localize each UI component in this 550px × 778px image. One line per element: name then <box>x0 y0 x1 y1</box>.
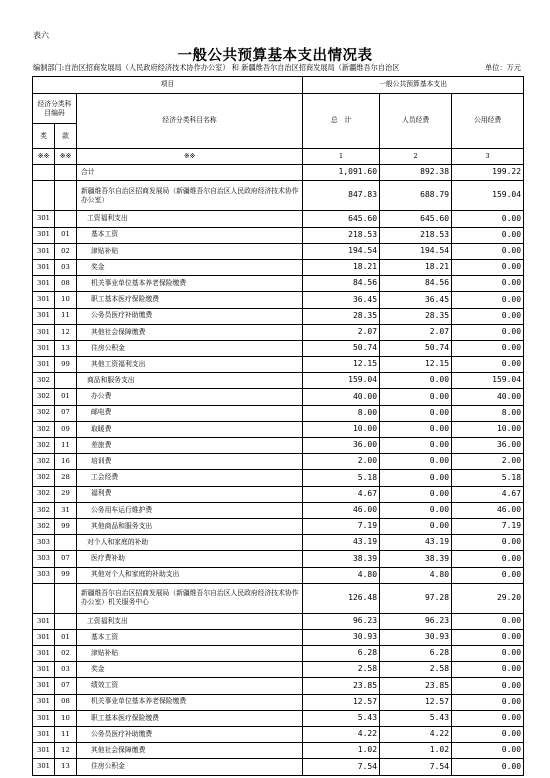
cell-item-name: 工资福利支出 <box>77 613 303 629</box>
cell-personnel: 38.39 <box>380 551 452 567</box>
cell-total: 4.22 <box>303 727 380 743</box>
cell-public: 0.00 <box>452 535 524 551</box>
cell-public: 0.00 <box>452 243 524 259</box>
table-row <box>33 743 524 759</box>
cell-total: 2.00 <box>303 454 380 470</box>
table-row <box>33 535 524 551</box>
cell-kuan: 11 <box>55 727 77 743</box>
cell-total: 126.48 <box>303 583 380 613</box>
cell-kuan: 01 <box>55 227 77 243</box>
table-row <box>33 211 524 227</box>
cell-public: 5.18 <box>452 470 524 486</box>
cell-personnel: 28.35 <box>380 308 452 324</box>
cell-lei: 301 <box>33 727 55 743</box>
cell-item-name: 商品和服务支出 <box>77 373 303 389</box>
cell-public: 0.00 <box>452 759 524 775</box>
cell-item-name: 住房公积金 <box>77 759 303 775</box>
cell-item-name: 新疆维吾尔自治区招商发展局（新疆维吾尔自治区人民政府经济技术协作办公室） <box>77 181 303 211</box>
cell-lei: 301 <box>33 276 55 292</box>
table-row <box>33 518 524 534</box>
cell-lei: 302 <box>33 389 55 405</box>
cell-item-name: 办公费 <box>77 389 303 405</box>
cell-total: 6.28 <box>303 646 380 662</box>
cell-personnel: 96.23 <box>380 613 452 629</box>
cell-personnel: 2.58 <box>380 662 452 678</box>
cell-public: 0.00 <box>452 357 524 373</box>
cell-item-name: 基本工资 <box>77 227 303 243</box>
cell-lei: 301 <box>33 759 55 775</box>
cell-lei: 301 <box>33 710 55 726</box>
cell-lei: 302 <box>33 486 55 502</box>
cell-kuan <box>55 211 77 227</box>
cell-total: 12.57 <box>303 694 380 710</box>
cell-kuan: 99 <box>55 518 77 534</box>
table-row <box>33 727 524 743</box>
budget-table <box>32 76 524 776</box>
cell-total: 43.19 <box>303 535 380 551</box>
compiling-unit-label: 编制部门: <box>33 63 65 72</box>
cell-public: 29.20 <box>452 583 524 613</box>
cell-personnel: 23.85 <box>380 678 452 694</box>
cell-public: 46.00 <box>452 502 524 518</box>
cell-personnel: 0.00 <box>380 470 452 486</box>
cell-lei: 301 <box>33 662 55 678</box>
cell-public: 0.00 <box>452 678 524 694</box>
cell-total: 23.85 <box>303 678 380 694</box>
cell-public: 0.00 <box>452 308 524 324</box>
table-row <box>33 292 524 308</box>
cell-lei: 302 <box>33 518 55 534</box>
cell-kuan: 28 <box>55 470 77 486</box>
cell-public: 8.00 <box>452 405 524 421</box>
cell-lei: 301 <box>33 259 55 275</box>
cell-public: 0.00 <box>452 292 524 308</box>
cell-lei: 301 <box>33 227 55 243</box>
cell-item-name: 其他工资福利支出 <box>77 357 303 373</box>
cell-public: 0.00 <box>452 646 524 662</box>
cell-total: 84.56 <box>303 276 380 292</box>
cell-kuan: 29 <box>55 486 77 502</box>
cell-personnel: 1.02 <box>380 743 452 759</box>
cell-total: 1,091.60 <box>303 165 380 181</box>
cell-lei: 303 <box>33 535 55 551</box>
cell-public: 0.00 <box>452 694 524 710</box>
cell-personnel: 4.22 <box>380 727 452 743</box>
cell-personnel: 43.19 <box>380 535 452 551</box>
cell-total: 5.43 <box>303 710 380 726</box>
cell-public: 0.00 <box>452 276 524 292</box>
header-kuan: 款 <box>62 131 69 140</box>
cell-kuan: 03 <box>55 662 77 678</box>
cell-lei: 301 <box>33 629 55 645</box>
table-row <box>33 357 524 373</box>
cell-kuan: 03 <box>55 259 77 275</box>
header-econ-name: 经济分类科目名称 <box>77 94 303 149</box>
table-row <box>33 421 524 437</box>
cell-total: 10.00 <box>303 421 380 437</box>
table-row <box>33 181 524 211</box>
table-body <box>33 77 524 776</box>
cell-kuan: 10 <box>55 292 77 308</box>
table-number: 表六 <box>33 31 49 40</box>
cell-total: 847.83 <box>303 181 380 211</box>
cell-public: 4.67 <box>452 486 524 502</box>
cell-personnel: 30.93 <box>380 629 452 645</box>
compiling-unit-name: 自治区招商发展局（人民政府经济技术协作办公室） 和 新疆维吾尔自治区招商发展局（新疆维吾尔自治区 <box>64 63 400 72</box>
cell-kuan: 13 <box>55 340 77 356</box>
cell-kuan: 01 <box>55 389 77 405</box>
cell-lei: 302 <box>33 470 55 486</box>
cell-item-name: 职工基本医疗保险缴费 <box>77 710 303 726</box>
cell-item-name: 新疆维吾尔自治区招商发展局（新疆维吾尔自治区人民政府经济技术协作办公室）机关服务中心 <box>77 583 303 613</box>
header-public: 公用经费 <box>452 94 524 149</box>
cell-personnel: 0.00 <box>380 454 452 470</box>
cell-kuan: 07 <box>55 678 77 694</box>
cell-total: 40.00 <box>303 389 380 405</box>
cell-kuan: 13 <box>55 759 77 775</box>
header-row-3 <box>33 149 524 165</box>
cell-public: 199.22 <box>452 165 524 181</box>
cell-lei: 302 <box>33 373 55 389</box>
header-econ-code: 经济分类科目编码 <box>33 94 76 124</box>
table-row <box>33 646 524 662</box>
cell-lei: 301 <box>33 308 55 324</box>
cell-public: 159.04 <box>452 181 524 211</box>
cell-total: 30.93 <box>303 629 380 645</box>
cell-kuan: 99 <box>55 357 77 373</box>
cell-item-name: 邮电费 <box>77 405 303 421</box>
cell-public: 2.00 <box>452 454 524 470</box>
cell-public: 7.19 <box>452 518 524 534</box>
cell-kuan: 99 <box>55 567 77 583</box>
cell-item-name: 对个人和家庭的补助 <box>77 535 303 551</box>
cell-total: 28.35 <box>303 308 380 324</box>
cell-personnel: 2.07 <box>380 324 452 340</box>
table-row <box>33 438 524 454</box>
table-row <box>33 613 524 629</box>
cell-public: 0.00 <box>452 259 524 275</box>
cell-kuan: 10 <box>55 710 77 726</box>
cell-personnel: 50.74 <box>380 340 452 356</box>
cell-personnel: 0.00 <box>380 373 452 389</box>
table-row <box>33 678 524 694</box>
cell-item-name: 其他对个人和家庭的补助支出 <box>77 567 303 583</box>
header-personnel: 人员经费 <box>380 94 452 149</box>
cell-item-name: 合计 <box>77 165 303 181</box>
cell-lei <box>33 165 55 181</box>
cell-total: 36.45 <box>303 292 380 308</box>
cell-lei: 301 <box>33 694 55 710</box>
cell-total: 194.54 <box>303 243 380 259</box>
cell-item-name: 医疗费补助 <box>77 551 303 567</box>
header-budget-group: 一般公共预算基本支出 <box>303 77 524 94</box>
table-row <box>33 567 524 583</box>
header-index-3: 3 <box>452 149 524 165</box>
cell-total: 96.23 <box>303 613 380 629</box>
header-total: 总 计 <box>303 94 380 149</box>
header-row-2 <box>33 94 524 149</box>
cell-item-name: 奖金 <box>77 259 303 275</box>
table-row <box>33 165 524 181</box>
cell-lei <box>33 181 55 211</box>
cell-public: 0.00 <box>452 727 524 743</box>
cell-kuan <box>55 613 77 629</box>
cell-public: 0.00 <box>452 710 524 726</box>
cell-total: 46.00 <box>303 502 380 518</box>
cell-personnel: 194.54 <box>380 243 452 259</box>
currency-unit: 单位：万元 <box>485 63 521 72</box>
cell-public: 0.00 <box>452 227 524 243</box>
cell-total: 7.19 <box>303 518 380 534</box>
table-row <box>33 583 524 613</box>
cell-public: 0.00 <box>452 211 524 227</box>
cell-total: 38.39 <box>303 551 380 567</box>
cell-kuan: 09 <box>55 421 77 437</box>
cell-public: 10.00 <box>452 421 524 437</box>
cell-public: 0.00 <box>452 613 524 629</box>
cell-personnel: 97.28 <box>380 583 452 613</box>
cell-lei: 301 <box>33 743 55 759</box>
cell-total: 218.53 <box>303 227 380 243</box>
cell-total: 12.15 <box>303 357 380 373</box>
cell-kuan <box>55 535 77 551</box>
cell-kuan: 02 <box>55 646 77 662</box>
table-row <box>33 308 524 324</box>
cell-kuan: 16 <box>55 454 77 470</box>
cell-total: 4.80 <box>303 567 380 583</box>
cell-personnel: 0.00 <box>380 405 452 421</box>
cell-personnel: 0.00 <box>380 518 452 534</box>
cell-total: 5.18 <box>303 470 380 486</box>
cell-personnel: 0.00 <box>380 502 452 518</box>
header-lei: 类 <box>33 124 55 148</box>
cell-kuan: 02 <box>55 243 77 259</box>
cell-public: 0.00 <box>452 629 524 645</box>
cell-kuan: 31 <box>55 502 77 518</box>
cell-public: 0.00 <box>452 324 524 340</box>
header-mark-name: ※※ <box>77 149 303 165</box>
table-row <box>33 340 524 356</box>
cell-personnel: 5.43 <box>380 710 452 726</box>
cell-personnel: 12.15 <box>380 357 452 373</box>
cell-public: 0.00 <box>452 551 524 567</box>
cell-total: 645.60 <box>303 211 380 227</box>
cell-personnel: 12.57 <box>380 694 452 710</box>
cell-personnel: 84.56 <box>380 276 452 292</box>
table-row <box>33 373 524 389</box>
cell-personnel: 0.00 <box>380 421 452 437</box>
cell-personnel: 7.54 <box>380 759 452 775</box>
cell-item-name: 差旅费 <box>77 438 303 454</box>
cell-kuan: 07 <box>55 405 77 421</box>
cell-kuan: 12 <box>55 324 77 340</box>
cell-item-name: 公务员医疗补助缴费 <box>77 727 303 743</box>
cell-item-name: 住房公积金 <box>77 340 303 356</box>
cell-item-name: 工资福利支出 <box>77 211 303 227</box>
cell-item-name: 公务用车运行维护费 <box>77 502 303 518</box>
cell-personnel: 0.00 <box>380 389 452 405</box>
page-title: 一般公共预算基本支出情况表 <box>177 47 373 64</box>
cell-item-name: 公务员医疗补助缴费 <box>77 308 303 324</box>
cell-item-name: 绩效工资 <box>77 678 303 694</box>
cell-personnel: 6.28 <box>380 646 452 662</box>
cell-lei: 301 <box>33 340 55 356</box>
header-mark-lei: ※※ <box>33 149 55 165</box>
cell-total: 7.54 <box>303 759 380 775</box>
cell-total: 50.74 <box>303 340 380 356</box>
header-econ-code-cell <box>33 94 77 149</box>
table-row <box>33 405 524 421</box>
header-index-1: 1 <box>303 149 380 165</box>
table-row <box>33 759 524 775</box>
cell-lei: 303 <box>33 567 55 583</box>
cell-public: 0.00 <box>452 743 524 759</box>
cell-kuan: 11 <box>55 308 77 324</box>
cell-public: 40.00 <box>452 389 524 405</box>
cell-kuan: 12 <box>55 743 77 759</box>
cell-item-name: 机关事业单位基本养老保险缴费 <box>77 694 303 710</box>
table-row <box>33 662 524 678</box>
cell-total: 4.67 <box>303 486 380 502</box>
table-row <box>33 243 524 259</box>
cell-lei: 301 <box>33 678 55 694</box>
cell-personnel: 0.00 <box>380 486 452 502</box>
cell-item-name: 职工基本医疗保险缴费 <box>77 292 303 308</box>
header-project: 项目 <box>33 77 303 94</box>
cell-kuan: 11 <box>55 438 77 454</box>
cell-total: 2.07 <box>303 324 380 340</box>
header-index-2: 2 <box>380 149 452 165</box>
cell-public: 0.00 <box>452 340 524 356</box>
cell-personnel: 645.60 <box>380 211 452 227</box>
cell-kuan: 08 <box>55 276 77 292</box>
cell-personnel: 688.79 <box>380 181 452 211</box>
cell-total: 159.04 <box>303 373 380 389</box>
cell-kuan: 07 <box>55 551 77 567</box>
table-row <box>33 694 524 710</box>
cell-item-name: 其他商品和服务支出 <box>77 518 303 534</box>
cell-item-name: 津贴补贴 <box>77 243 303 259</box>
cell-item-name: 工会经费 <box>77 470 303 486</box>
cell-kuan <box>55 373 77 389</box>
table-row <box>33 710 524 726</box>
cell-kuan: 08 <box>55 694 77 710</box>
table-row <box>33 227 524 243</box>
cell-public: 159.04 <box>452 373 524 389</box>
cell-personnel: 218.53 <box>380 227 452 243</box>
cell-personnel: 36.45 <box>380 292 452 308</box>
cell-personnel: 4.80 <box>380 567 452 583</box>
cell-lei: 301 <box>33 613 55 629</box>
cell-public: 0.00 <box>452 567 524 583</box>
table-row <box>33 486 524 502</box>
cell-item-name: 奖金 <box>77 662 303 678</box>
cell-total: 8.00 <box>303 405 380 421</box>
cell-lei: 302 <box>33 438 55 454</box>
cell-total: 18.21 <box>303 259 380 275</box>
cell-lei <box>33 583 55 613</box>
cell-item-name: 培训费 <box>77 454 303 470</box>
header-row-1 <box>33 77 524 94</box>
header-mark-kuan: ※※ <box>55 149 77 165</box>
table-row <box>33 502 524 518</box>
cell-personnel: 892.38 <box>380 165 452 181</box>
cell-public: 0.00 <box>452 662 524 678</box>
cell-lei: 301 <box>33 324 55 340</box>
table-row <box>33 454 524 470</box>
table-row <box>33 259 524 275</box>
cell-item-name: 基本工资 <box>77 629 303 645</box>
cell-lei: 302 <box>33 421 55 437</box>
cell-kuan: 01 <box>55 629 77 645</box>
cell-total: 36.00 <box>303 438 380 454</box>
cell-lei: 302 <box>33 405 55 421</box>
table-row <box>33 276 524 292</box>
cell-item-name: 机关事业单位基本养老保险缴费 <box>77 276 303 292</box>
cell-lei: 302 <box>33 454 55 470</box>
table-row <box>33 629 524 645</box>
cell-kuan <box>55 181 77 211</box>
cell-item-name: 取暖费 <box>77 421 303 437</box>
table-row <box>33 389 524 405</box>
cell-total: 2.58 <box>303 662 380 678</box>
cell-lei: 303 <box>33 551 55 567</box>
cell-item-name: 其他社会保障缴费 <box>77 743 303 759</box>
table-row <box>33 324 524 340</box>
cell-lei: 301 <box>33 646 55 662</box>
cell-lei: 301 <box>33 211 55 227</box>
cell-kuan <box>55 583 77 613</box>
cell-kuan <box>55 165 77 181</box>
compiling-unit-line <box>33 63 523 73</box>
cell-lei: 301 <box>33 292 55 308</box>
cell-lei: 301 <box>33 357 55 373</box>
table-row <box>33 551 524 567</box>
cell-item-name: 福利费 <box>77 486 303 502</box>
cell-item-name: 其他社会保障缴费 <box>77 324 303 340</box>
cell-total: 1.02 <box>303 743 380 759</box>
cell-personnel: 0.00 <box>380 438 452 454</box>
cell-lei: 301 <box>33 243 55 259</box>
cell-public: 36.00 <box>452 438 524 454</box>
cell-personnel: 18.21 <box>380 259 452 275</box>
cell-lei: 302 <box>33 502 55 518</box>
table-row <box>33 470 524 486</box>
cell-item-name: 津贴补贴 <box>77 646 303 662</box>
